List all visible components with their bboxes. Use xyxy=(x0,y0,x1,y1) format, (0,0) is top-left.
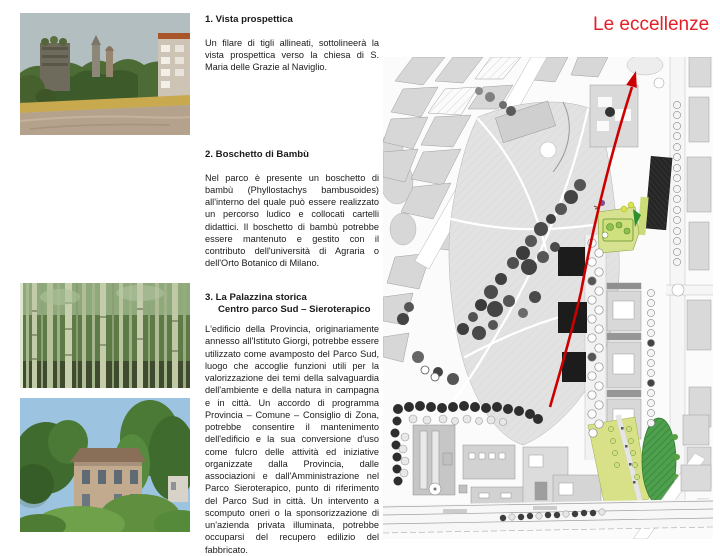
site-plan-map-art xyxy=(383,57,713,539)
right-cross-road xyxy=(666,284,713,296)
section-2-heading: 2. Boschetto di Bambù xyxy=(205,149,309,160)
section-1 xyxy=(205,14,379,73)
bamboo-grove-photo-art xyxy=(20,283,190,388)
field-view-photo xyxy=(20,13,190,135)
bamboo-grove-photo xyxy=(20,283,190,388)
section-3-heading-line2: Centro parco Sud – Sieroterapico xyxy=(218,303,371,315)
park-pond xyxy=(540,142,556,158)
row-housing-blocks xyxy=(607,283,641,439)
slide-title: Le eccellenze xyxy=(593,14,710,35)
section-1-heading: 1. Vista prospettica xyxy=(205,14,293,25)
section-1-body: Un filare di tigli allineati, sottolineerà la vista prospettica verso la chiesa di S. Maria delle Grazie al Naviglio. xyxy=(205,37,379,72)
section-3-heading xyxy=(205,292,379,315)
historic-palazzina-photo-art xyxy=(20,398,190,532)
section-3 xyxy=(205,292,379,556)
site-plan-map xyxy=(383,57,713,544)
section-3-body: L'edificio della Provincia, originariamente annesso all'Istituto Giorgi, potrebbe essere utilizzato come avamposto del Parco Sud, luogo che accoglie funzioni utili per la valorizzazione dei temi della salvaguardia dell'ambiente e della natura in campagna e in città. Un accordo di programma Provincia – Comune – Consiglio di Zona, potrebbe consentire il mantenimento dell'edificio e la sua conversione d'uso come fulcro delle attività ed iniziative organizzate dalla Provincia, dalle associazioni e dall'Amministrazione nel Parco Sieroterapico, punto di riferimento del Parco Sud in città. Un intervento a scomputo oneri o la sponsorizzazione di un'azienda privata illuminata, potrebbe occuparsi del recupero edilizio del fabbricato. xyxy=(205,324,379,555)
field-view-photo-art xyxy=(20,13,190,135)
section-2-body: Nel parco è presente un boschetto di bambù (Phyllostachys bambusoides) all'interno del quale può essere realizzato un percorso ludico e collocati cartelli didattici. Il boschetto di bambù potrebbe essere mantenuto e gestito con il contributo dell'università di Agraria o dell'Orto Botanico di Milano. xyxy=(205,172,379,269)
section-2 xyxy=(205,149,379,270)
section-3-heading-line1: 3. La Palazzina storica xyxy=(205,292,307,303)
historic-palazzina-photo xyxy=(20,398,190,532)
